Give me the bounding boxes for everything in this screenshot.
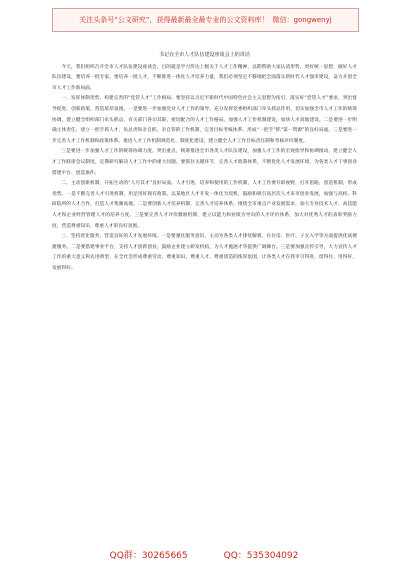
banner-text: 关注头条号“公文研究”，获得最新最全最专业的公文资料库！	[79, 16, 269, 24]
banner-wechat: 微信：gongwenyj	[272, 16, 332, 24]
paragraph: 一、发挥体制优势，构建完善的“党管人才”工作格局。要坚持以习近平新时代中国特色社会主义思想为指引，落实好“党管人才”要求，突出督导促进，创新政策，营造浓厚氛围。一是要进一步加强党对人才工作的领导。充分发挥党委组织部门牵头抓总作用，切实加强全市人才工作的统筹协调，建立健全组织部门牵头抓总、有关部门各司其职、密切配合的人才工作格局。加强人才工作机制建设，加快人才高地建设。二是要进一步明确主体责任，建立一把手抓人才、负总责和亲自抓、亲自管的工作机制，完善目标考核体系，形成“一把手”抓“第一资源”的良好局面。三是要进一步完善人才工作机制和政策体系。推进人才工作机制规范化、制度化建设，建立健全人才工作目标责任制和考核评价制度。	[52, 96, 357, 144]
paragraph: 三是要进一步加强人才工作的统筹协调力度，突出重点，统筹推进全市各类人才队伍建设，加强人才工作的宏观指导和协调推动，建立健全人才工作联席会议制度，定期研究解决人才工作中的重大问题。要抓住关键环节，完善人才政策体系，不断优化人才发展环境，为各类人才干事创业搭建平台、创造条件。	[52, 149, 357, 176]
footer-qq: QQ：535304092	[223, 551, 299, 561]
footer-qq-group: QQ群：30265665	[109, 551, 188, 561]
promo-banner	[52, 8, 359, 32]
paragraph: 二、主动创新机制，开拓生动的“人尽其才”良好局面。人才引进、培养和使用的工作机制，人才工作要开辟视野，打开思路，创造机制，形成优势。一是不断完善人才引进机制，用足用好现有政策。以某地区人才开发一体化为契机，鼓励和吸引高层次人才来市创业发展，加强与高校、科研院所的人才合作，打造人才集聚高地。二是要创新人才培养机制，完善人才培养体系，围绕全市重点产业发展需求，加大专业技术人才、高技能人才和企业经营管理人才的培养力度。三是要完善人才评价激励机制，建立以能力和业绩为导向的人才评价体系，加大对优秀人才的表彰奖励力度，营造尊重知识、尊重人才的良好氛围。	[52, 181, 357, 229]
document-body	[52, 50, 357, 274]
paragraph: 今天，我们组织召开全市人才队伍建设座谈会，目的就是学习传达上级关于人才工作精神，以期帮助大家认清形势，更好统一思想，做好人才队伍建设，要培养一批专家，要培养一批人才，不断推进一体化人才培养力量，我们必须坚定不移地把全面落实新时代人才强市建设，奋力开创全市人才工作新局面。	[52, 64, 357, 91]
paragraph: 三、坚持优化服务，营造良好的人才发展环境。一是要强化服务意识，主动为各类人才排忧解难，在住房、医疗、子女入学等方面提供优质便捷服务。二是要搭建事业平台，支持人才创新创业，鼓励企业建立研发机构，为人才施展才华提供广阔舞台。三是要加强宣传引导，大力宣传人才工作的重大意义和先进典型，在全社会形成尊重劳动、尊重知识、尊重人才、尊重创造的浓厚氛围，让各类人才在我市引得进、留得住、用得好、发展得好。	[52, 234, 357, 271]
footer	[0, 548, 408, 562]
document-title: 书记在全市人才队伍建设座谈会上的讲话	[159, 52, 250, 58]
